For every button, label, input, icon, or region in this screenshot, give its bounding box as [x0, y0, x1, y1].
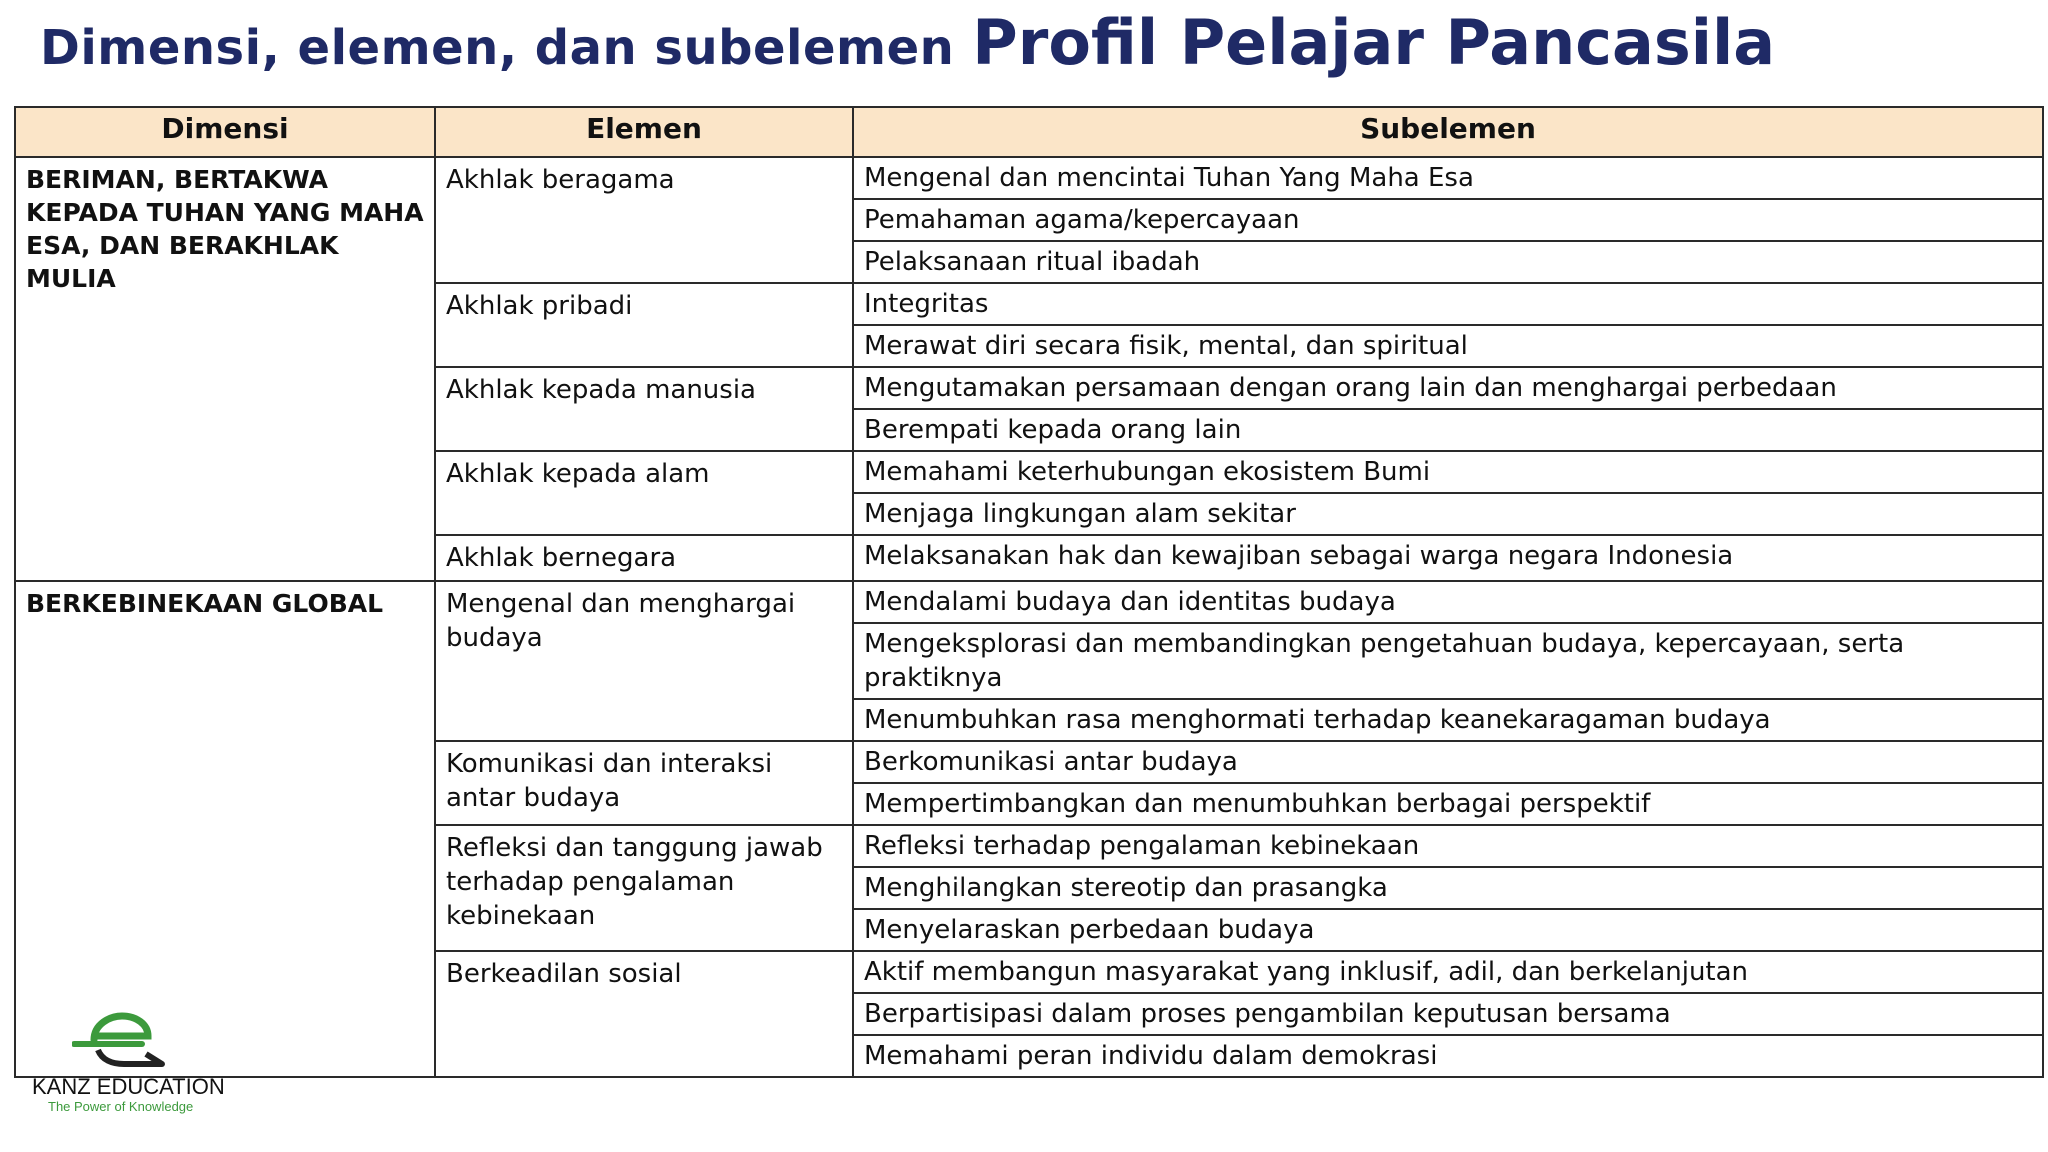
- elemen-cell: Akhlak bernegara: [435, 535, 853, 581]
- subelemen-cell: Berempati kepada orang lain: [853, 409, 2043, 451]
- page-title-part1: Dimensi, elemen, dan subelemen: [40, 20, 955, 76]
- dimensi-cell: BERKEBINEKAAN GLOBAL: [15, 581, 435, 1077]
- kanz-education-logo-icon: [72, 1010, 172, 1072]
- subelemen-cell: Merawat diri secara fisik, mental, dan spiritual: [853, 325, 2043, 367]
- elemen-cell: Akhlak kepada manusia: [435, 367, 853, 451]
- elemen-cell: Komunikasi dan interaksi antar budaya: [435, 741, 853, 825]
- subelemen-cell: Mengeksplorasi dan membandingkan pengetahuan budaya, kepercayaan, serta praktiknya: [853, 623, 2043, 699]
- elemen-cell: Akhlak kepada alam: [435, 451, 853, 535]
- elemen-cell: Akhlak beragama: [435, 157, 853, 283]
- header-subelemen: Subelemen: [853, 107, 2043, 157]
- subelemen-cell: Mengenal dan mencintai Tuhan Yang Maha Esa: [853, 157, 2043, 199]
- subelemen-cell: Berpartisipasi dalam proses pengambilan keputusan bersama: [853, 993, 2043, 1035]
- subelemen-cell: Menjaga lingkungan alam sekitar: [853, 493, 2043, 535]
- table-header-row: [15, 107, 2043, 157]
- subelemen-cell: Memahami keterhubungan ekosistem Bumi: [853, 451, 2043, 493]
- elemen-cell: Akhlak pribadi: [435, 283, 853, 367]
- header-dimensi: Dimensi: [15, 107, 435, 157]
- subelemen-cell: Aktif membangun masyarakat yang inklusif, adil, dan berkelanjutan: [853, 951, 2043, 993]
- logo-brand-text: KANZ EDUCATION: [32, 1074, 225, 1099]
- elemen-cell: Berkeadilan sosial: [435, 951, 853, 1077]
- subelemen-cell: Berkomunikasi antar budaya: [853, 741, 2043, 783]
- page-title-part2: Profil Pelajar Pancasila: [972, 6, 1776, 79]
- subelemen-cell: Pelaksanaan ritual ibadah: [853, 241, 2043, 283]
- subelemen-cell: Mendalami budaya dan identitas budaya: [853, 581, 2043, 623]
- kanz-education-logo: [30, 1010, 230, 1120]
- elemen-cell: Mengenal dan menghargai budaya: [435, 581, 853, 741]
- table-body: [15, 157, 2043, 1077]
- subelemen-cell: Integritas: [853, 283, 2043, 325]
- dimensi-cell: BERIMAN, BERTAKWA KEPADA TUHAN YANG MAHA ESA, DAN BERAKHLAK MULIA: [15, 157, 435, 581]
- subelemen-cell: Menyelaraskan perbedaan budaya: [853, 909, 2043, 951]
- subelemen-cell: Refleksi terhadap pengalaman kebinekaan: [853, 825, 2043, 867]
- page-title: [40, 6, 1775, 92]
- elemen-cell: Refleksi dan tanggung jawab terhadap pengalaman kebinekaan: [435, 825, 853, 951]
- subelemen-cell: Memahami peran individu dalam demokrasi: [853, 1035, 2043, 1077]
- header-elemen: Elemen: [435, 107, 853, 157]
- subelemen-cell: Mengutamakan persamaan dengan orang lain dan menghargai perbedaan: [853, 367, 2043, 409]
- table-row: [15, 157, 2043, 199]
- profil-table: [14, 106, 2044, 1078]
- subelemen-cell: Menghilangkan stereotip dan prasangka: [853, 867, 2043, 909]
- logo-tagline: The Power of Knowledge: [48, 1099, 194, 1114]
- subelemen-cell: Menumbuhkan rasa menghormati terhadap keanekaragaman budaya: [853, 699, 2043, 741]
- subelemen-cell: Mempertimbangkan dan menumbuhkan berbagai perspektif: [853, 783, 2043, 825]
- subelemen-cell: Pemahaman agama/kepercayaan: [853, 199, 2043, 241]
- subelemen-cell: Melaksanakan hak dan kewajiban sebagai warga negara Indonesia: [853, 535, 2043, 581]
- table-row: [15, 581, 2043, 623]
